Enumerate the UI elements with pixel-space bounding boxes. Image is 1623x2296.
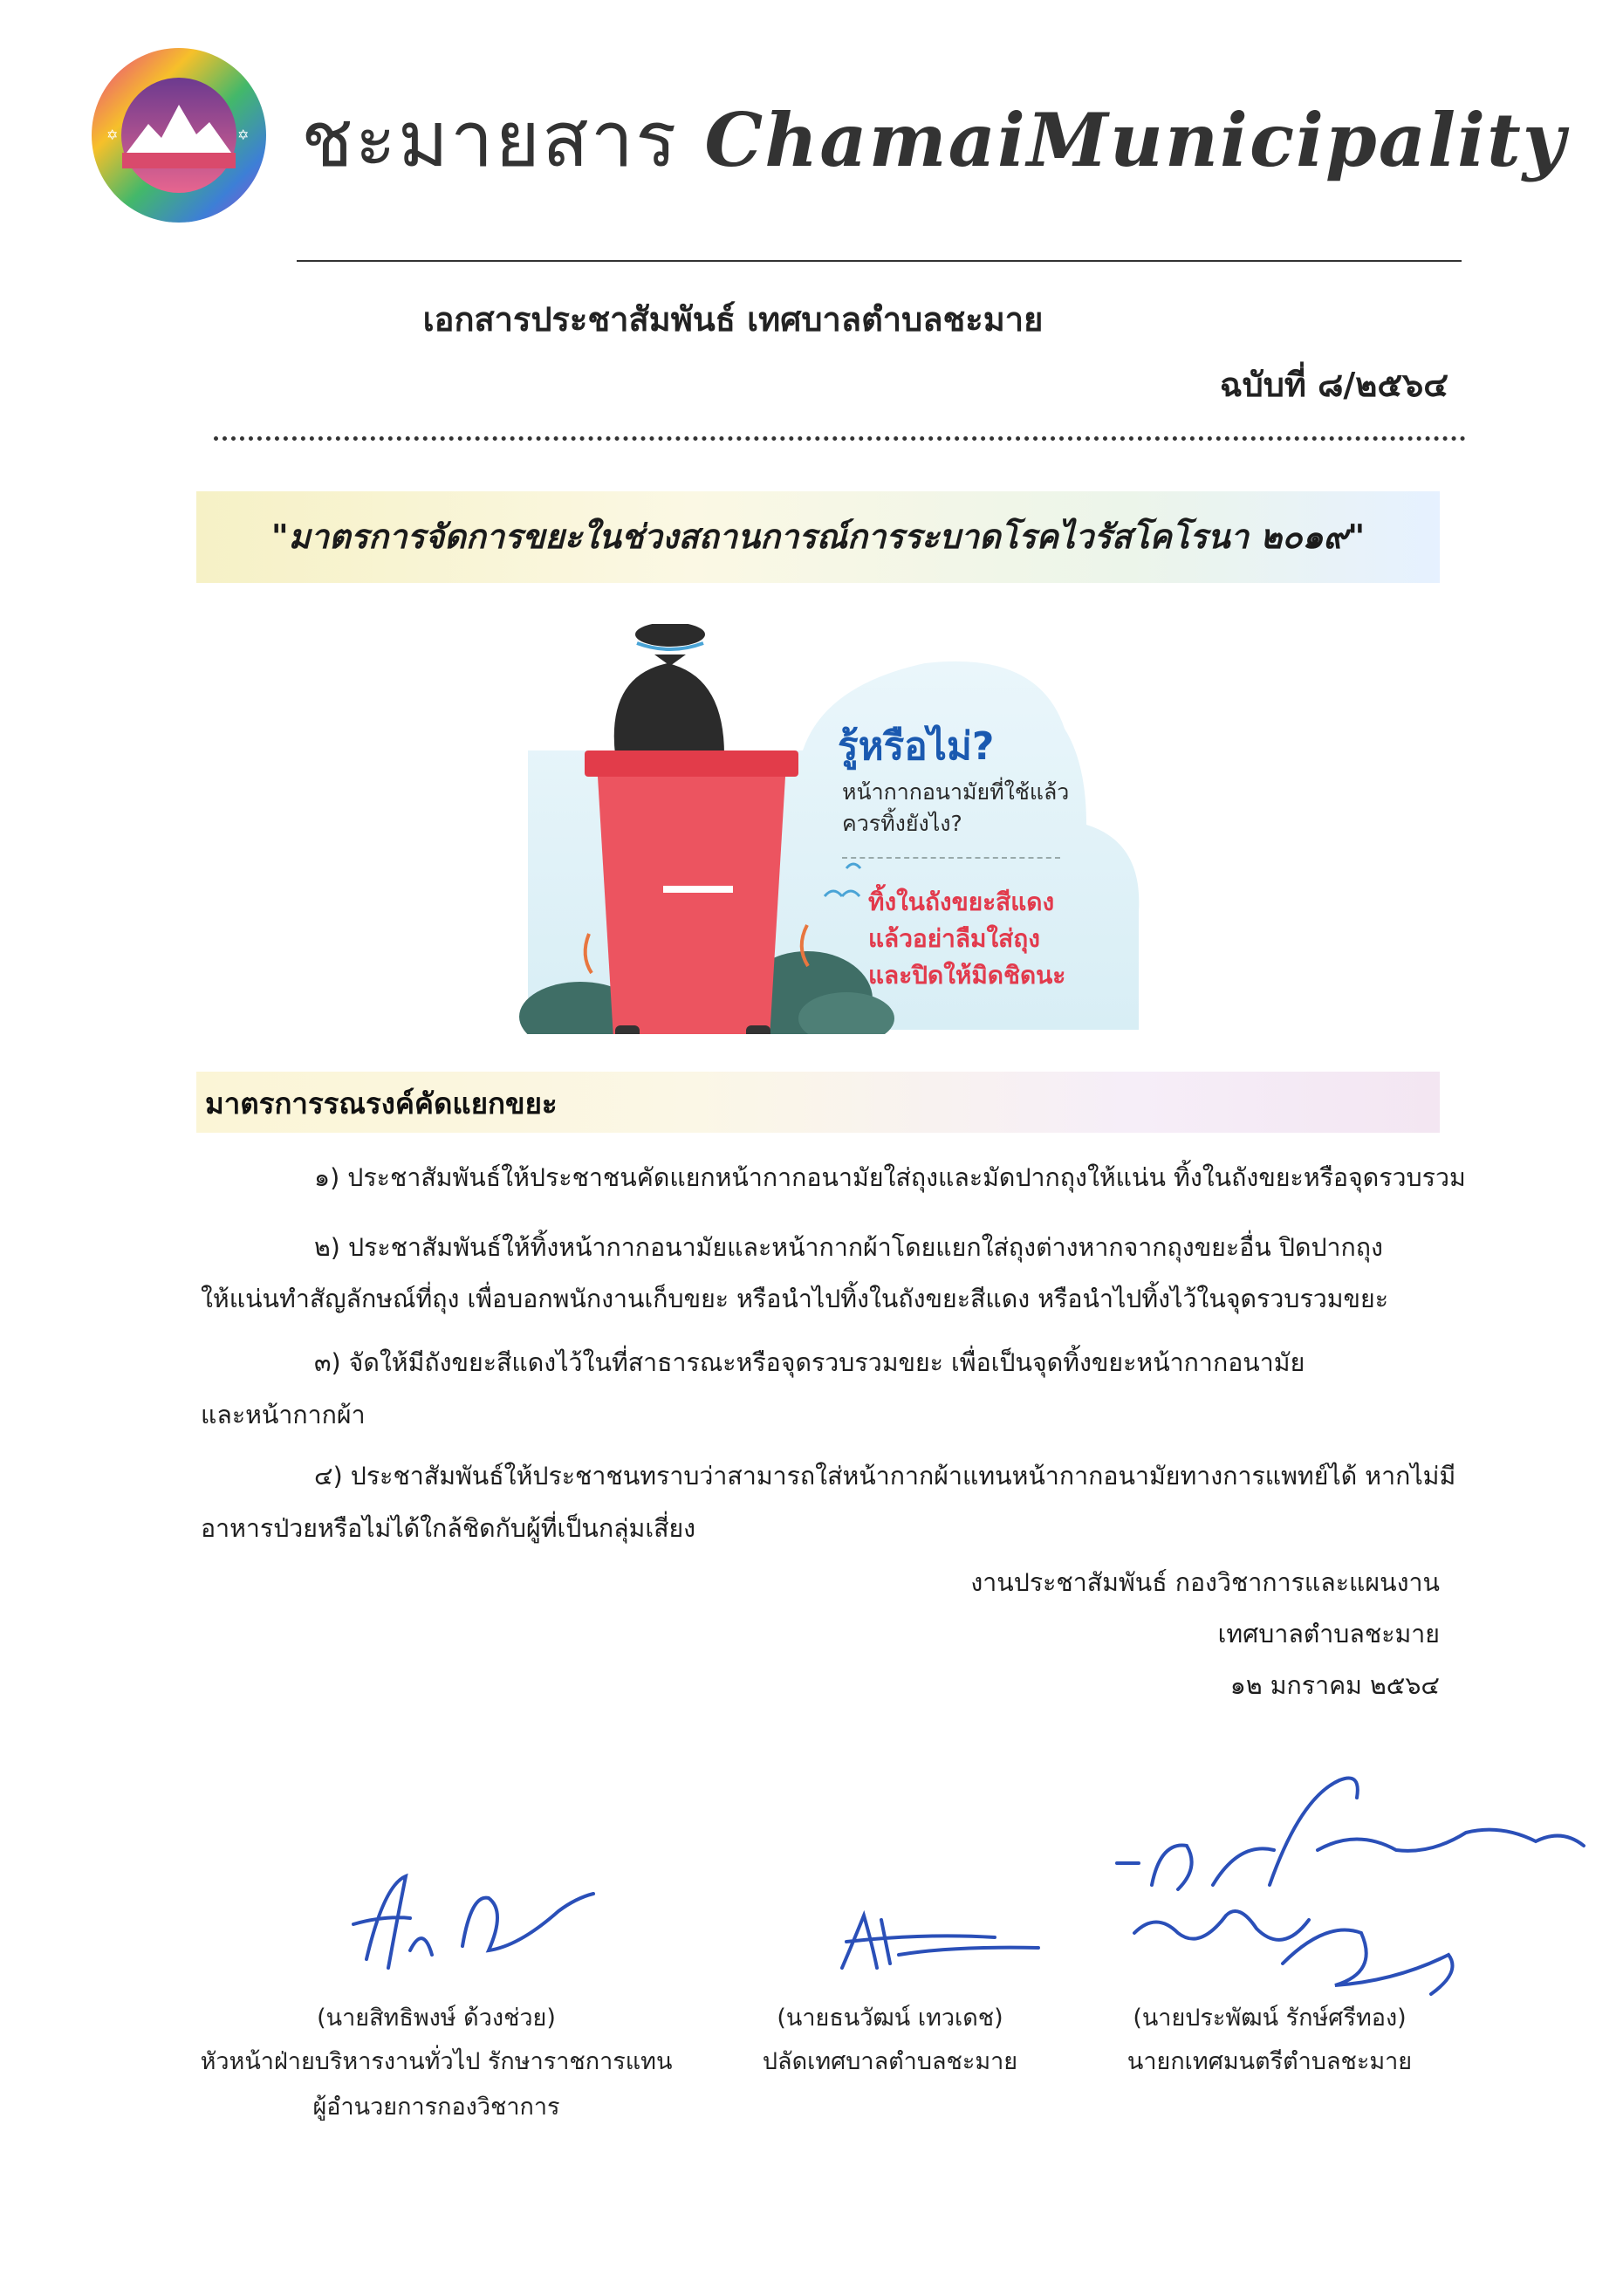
masthead-thai: ชะมายสาร	[301, 94, 679, 184]
dotted-divider	[214, 436, 1466, 441]
signature-3-note	[1117, 1779, 1584, 1995]
infographic-answer-line1: ทิ้งในถังขยะสีแดง	[868, 888, 1055, 916]
infographic-divider	[842, 857, 1060, 859]
banner-title: "มาตรการจัดการขยะในช่วงสถานการณ์การระบาดโรคไวรัสโคโรนา ๒๐๑๙"	[270, 517, 1366, 556]
signatory-3-position: นายกเทศมนตรีตำบลชะมาย	[1127, 2048, 1413, 2075]
svg-text:✡: ✡	[237, 127, 250, 143]
masthead	[301, 83, 1567, 196]
infographic-answer-line3: และปิดให้มิดชิดนะ	[868, 961, 1066, 990]
measure-4-line2: อาหารป่วยหรือไม่ได้ใกล้ชิดกับผู้ที่เป็นกลุ่มเสี่ยง	[201, 1514, 696, 1543]
signatory-2-name: (นายธนวัฒน์ เทวเดช)	[777, 2005, 1003, 2032]
measure-2-line2: ให้แน่นทำสัญลักษณ์ที่ถุง เพื่อบอกพนักงานเก็บขยะ หรือนำไปทิ้งในถังขยะสีแดง หรือนำไปทิ้งไว้ในจุดรวบรวมขยะ	[201, 1285, 1389, 1313]
document-date: ๑๒ มกราคม ๒๕๖๔	[1229, 1671, 1440, 1700]
sender-organization: เทศบาลตำบลชะมาย	[1217, 1620, 1440, 1648]
infographic-question: รู้หรือไม่?	[838, 724, 995, 769]
red-bin-lid	[585, 750, 798, 777]
signature-2	[842, 1916, 1038, 1968]
measure-4-line1: ๔) ประชาสัมพันธ์ให้ประชาชนทราบว่าสามารถใส่หน้ากากผ้าแทนหน้ากากอนามัยทางการแพทย์ได้ หากไม่มี	[314, 1462, 1456, 1491]
header-rule	[297, 260, 1462, 262]
svg-text:✡: ✡	[106, 127, 119, 143]
signatory-1-name: (นายสิทธิพงษ์ ด้วงช่วย)	[317, 2005, 556, 2032]
measure-3-line2: และหน้ากากผ้า	[201, 1401, 366, 1429]
measure-3-line1: ๓) จัดให้มีถังขยะสีแดงไว้ในที่สาธารณะหรือจุดรวบรวมขยะ เพื่อเป็นจุดทิ้งขยะหน้ากากอนามัย	[314, 1348, 1305, 1377]
section-heading: มาตรการรณรงค์คัดแยกขยะ	[205, 1086, 558, 1121]
signatory-1-position-line1: หัวหน้าฝ่ายบริหารงานทั่วไป รักษาราชการแทน	[200, 2048, 673, 2075]
signature-1	[353, 1876, 593, 1968]
signatory-2-position: ปลัดเทศบาลตำบลชะมาย	[762, 2048, 1018, 2075]
garbage-bag	[614, 663, 724, 755]
signatory-1-position-line2: ผู้อำนวยการกองวิชาการ	[312, 2094, 560, 2121]
signatory-3-name: (นายประพัฒน์ รักษ์ศรีทอง)	[1133, 2005, 1407, 2032]
municipality-logo	[87, 44, 270, 227]
document-type: เอกสารประชาสัมพันธ์ เทศบาลตำบลชะมาย	[422, 300, 1044, 339]
masthead-latin: ChamaiMunicipality	[704, 97, 1567, 183]
red-bin-body	[598, 777, 785, 1034]
measure-2-line1: ๒) ประชาสัมพันธ์ให้ทิ้งหน้ากากอนามัยและหน้ากากผ้าโดยแยกใส่ถุงต่างหากจากถุงขยะอื่น ปิดปากถุง	[314, 1233, 1383, 1262]
infographic-answer-line2: แล้วอย่าลืมใส่ถุง	[868, 924, 1040, 953]
infographic-subtitle-line2: ควรทิ้งยังไง?	[842, 811, 962, 836]
measure-1: ๑) ประชาสัมพันธ์ให้ประชาชนคัดแยกหน้ากากอนามัยใส่ถุงและมัดปากถุงให้แน่น ทิ้งในถังขยะหรือจุดรวบรวม	[314, 1163, 1466, 1192]
issue-number: ฉบับที่ ๘/๒๕๖๔	[1219, 366, 1448, 404]
infographic-subtitle-line1: หน้ากากอนามัยที่ใช้แล้ว	[842, 779, 1070, 805]
sender-department: งานประชาสัมพันธ์ กองวิชาการและแผนงาน	[970, 1568, 1440, 1597]
